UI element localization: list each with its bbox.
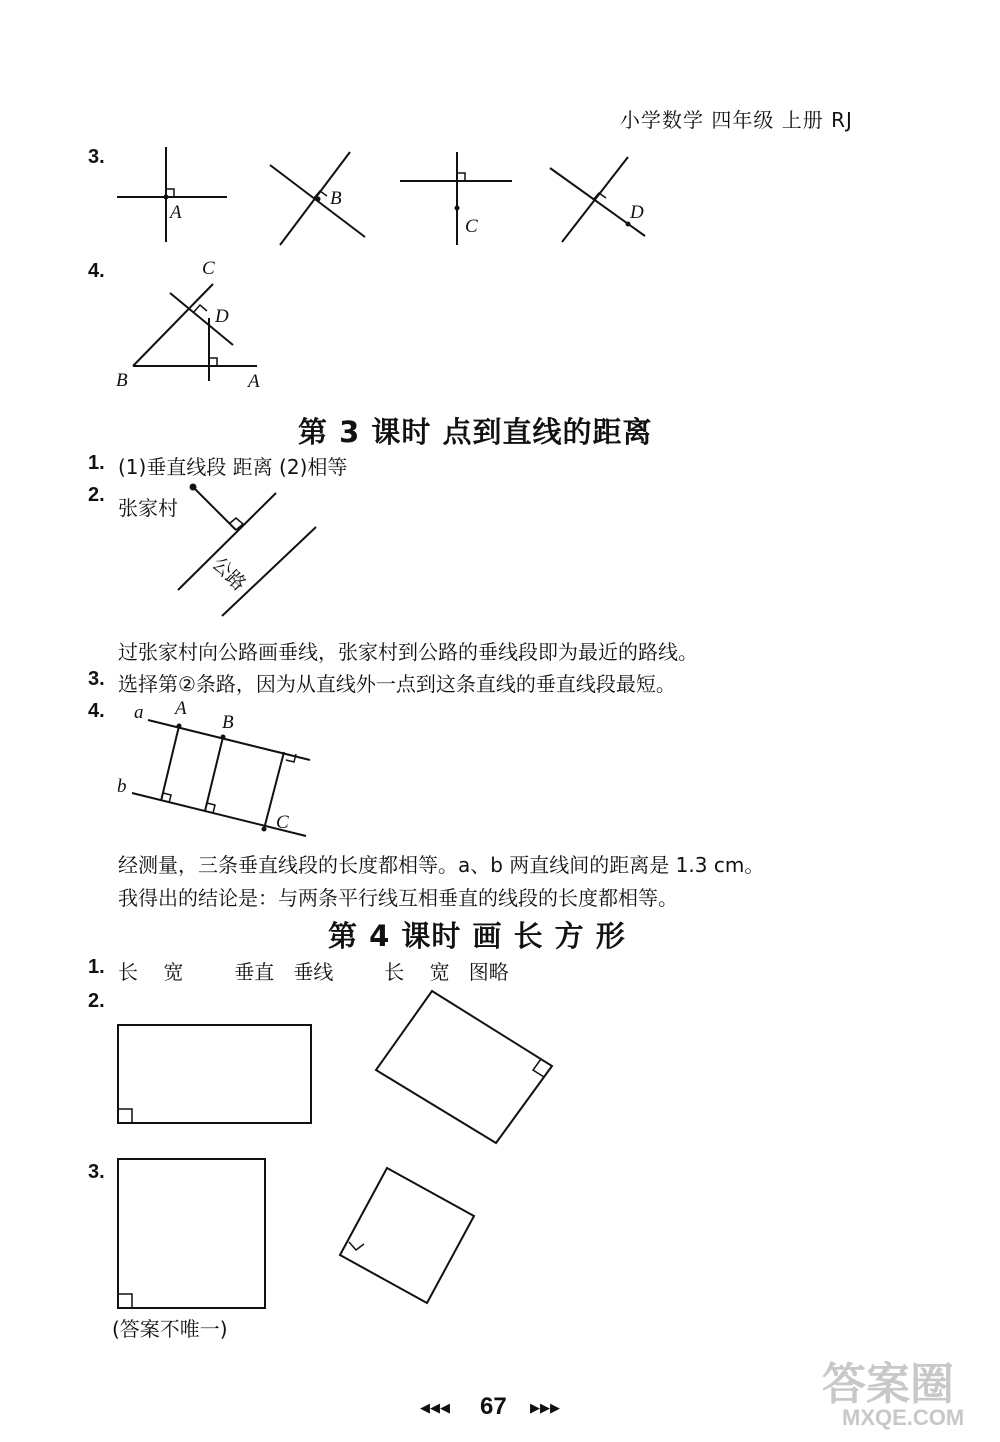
lesson3-q4-measurement: 经测量，三条垂直线段的长度都相等。a、b 两直线间的距离是 1.3 cm。 <box>118 853 765 877</box>
point-label-b: B <box>330 188 342 209</box>
watermark-logo: 答案圈 <box>822 1360 954 1409</box>
figure-square-rotated <box>340 1168 474 1303</box>
line-label-b: b <box>117 776 127 797</box>
page-number: 67 <box>480 1393 507 1420</box>
answer-not-unique-note: (答案不唯一) <box>112 1317 228 1341</box>
point-label-d: D <box>630 202 644 223</box>
lesson-4-title: 第 4 课时 画 长 方 形 <box>328 919 626 953</box>
village-label: 张家村 <box>118 496 178 520</box>
figure-perpendicular-a <box>117 147 227 242</box>
footer-left-arrows: ◀◀◀ <box>420 1401 450 1416</box>
watermark-url: MXQE.COM <box>842 1405 965 1430</box>
question-4-number: 4. <box>88 260 105 282</box>
figure-village-road <box>178 484 316 617</box>
lesson4-q2-number: 2. <box>88 990 105 1012</box>
lesson3-q3-number: 3. <box>88 668 105 690</box>
point-label-c: C <box>465 216 478 237</box>
lesson-3-title: 第 3 课时 点到直线的距离 <box>298 415 653 449</box>
figure-perpendicular-c <box>400 152 512 245</box>
figure-rectangle-upright <box>118 1025 311 1123</box>
question-3-number: 3. <box>88 146 105 168</box>
lesson3-q3-answer: 选择第②条路，因为从直线外一点到这条直线的垂直线段最短。 <box>118 672 676 696</box>
lesson4-q1-answer: 长 宽 垂直 垂线 长 宽 图略 <box>118 960 509 984</box>
point-label-upper-b: B <box>222 712 234 733</box>
figure-triangle-heights <box>133 284 257 381</box>
lesson3-q4-conclusion: 我得出的结论是：与两条平行线互相垂直的线段的长度都相等。 <box>118 886 678 910</box>
figure-rectangle-rotated <box>376 991 552 1143</box>
road-label: 公路 <box>207 552 251 596</box>
point-label-upper-c: C <box>276 812 289 833</box>
lesson3-q2-answer: 过张家村向公路画垂线，张家村到公路的垂线段即为最近的路线。 <box>118 640 698 664</box>
lesson3-q2-number: 2. <box>88 484 105 506</box>
line-label-a: a <box>134 702 144 723</box>
vertex-label-a: A <box>248 371 260 392</box>
lesson3-q1-number: 1. <box>88 452 105 474</box>
vertex-label-d: D <box>215 306 229 327</box>
vertex-label-c: C <box>202 258 215 279</box>
lesson4-q1-number: 1. <box>88 956 105 978</box>
figure-square-upright <box>118 1159 265 1308</box>
point-label-upper-a: A <box>175 698 187 719</box>
lesson3-q4-number: 4. <box>88 700 105 722</box>
figure-perpendicular-b <box>270 152 365 245</box>
figure-perpendicular-d <box>550 157 645 242</box>
page-header: 小学数学 四年级 上册 RJ <box>620 108 853 132</box>
lesson3-q1-answer: (1)垂直线段 距离 (2)相等 <box>118 455 348 479</box>
vertex-label-b: B <box>116 370 128 391</box>
footer-right-arrows: ▶▶▶ <box>530 1401 560 1416</box>
point-label-a: A <box>170 202 182 223</box>
lesson4-q3-number: 3. <box>88 1161 105 1183</box>
